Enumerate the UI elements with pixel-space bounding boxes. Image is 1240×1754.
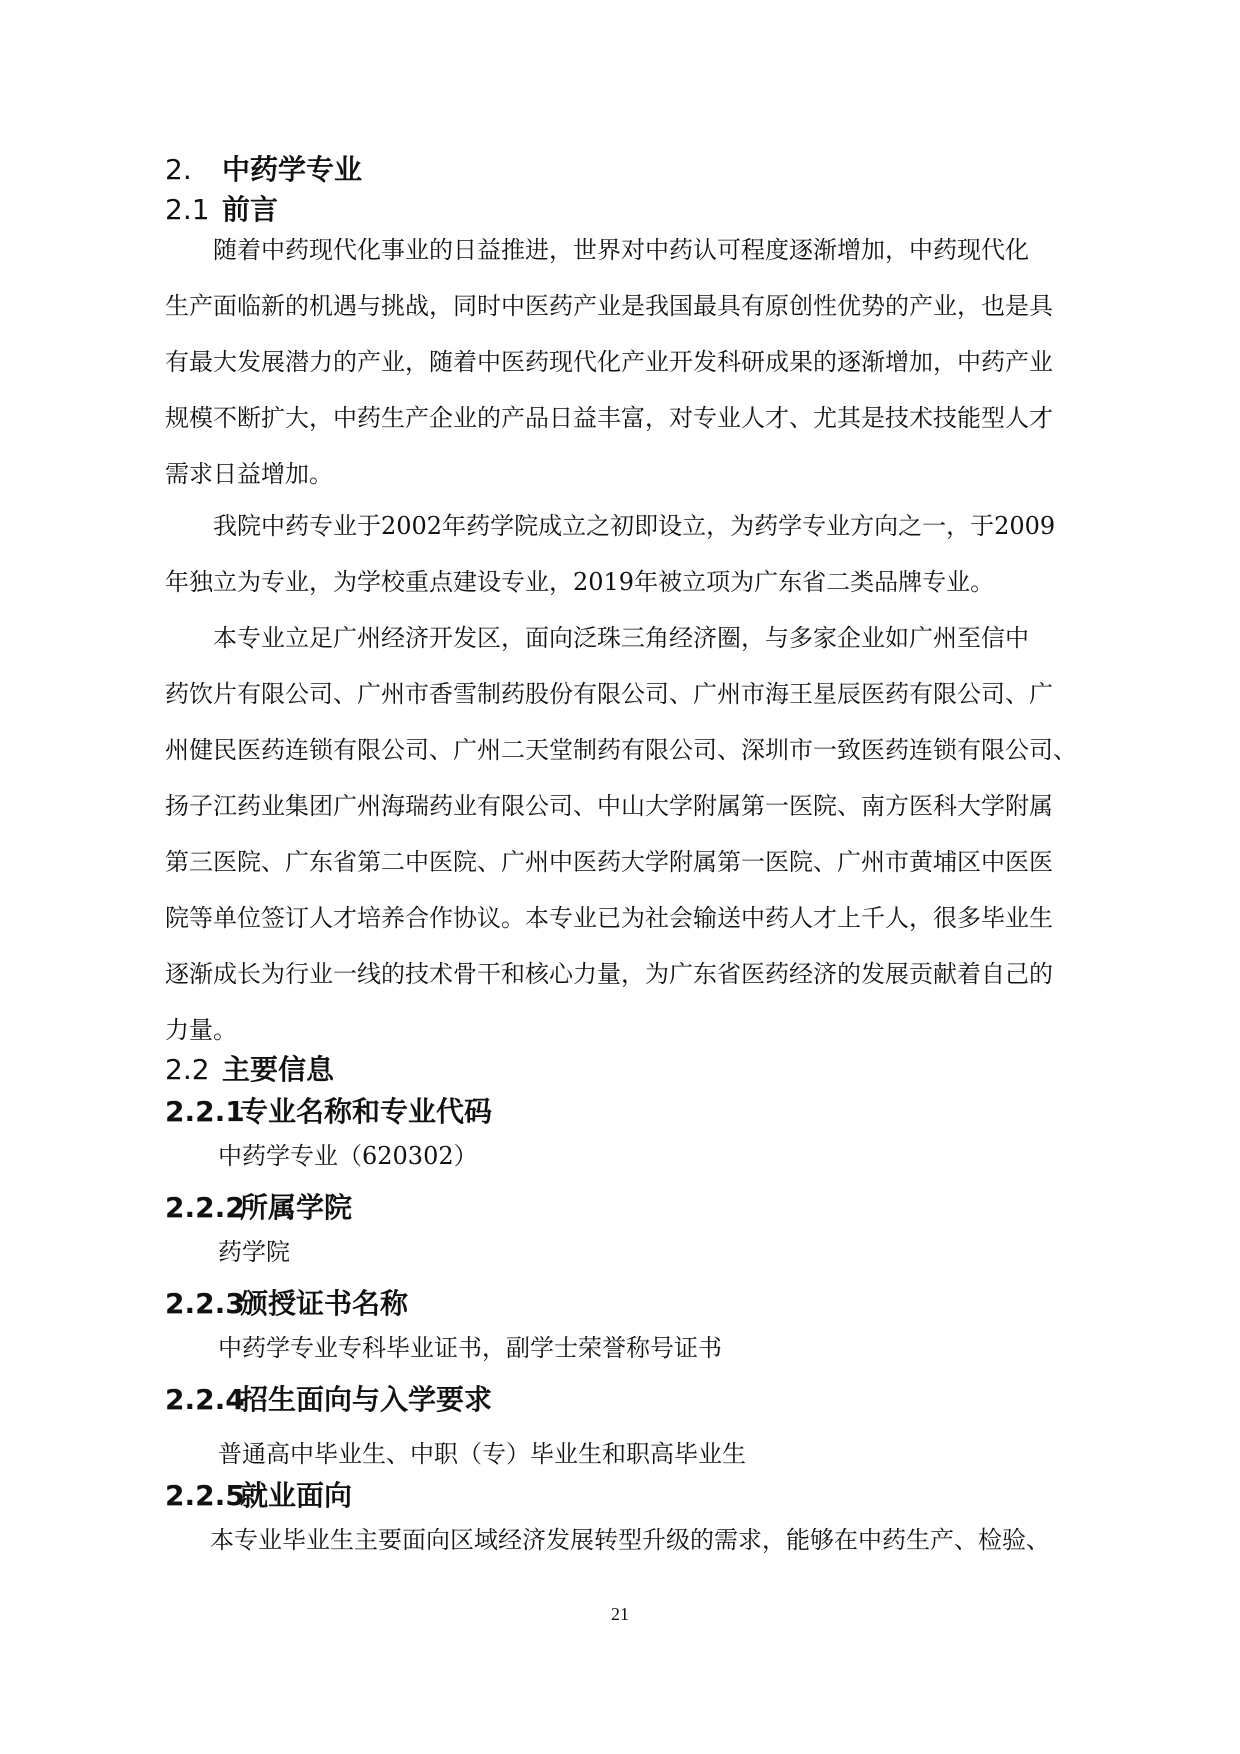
paragraph-line: 本专业立足广州经济开发区，面向泛珠三角经济圈，与多家企业如广州至信中 bbox=[165, 624, 1029, 652]
subsection-content: 本专业毕业生主要面向区域经济发展转型升级的需求，能够在中药生产、检验、 bbox=[210, 1526, 1050, 1554]
subsection-number: 2.2.2 bbox=[165, 1191, 245, 1224]
paragraph-line: 药饮片有限公司、广州市香雪制药股份有限公司、广州市海王星辰医药有限公司、广 bbox=[165, 680, 1053, 708]
subsection-title: 招生面向与入学要求 bbox=[240, 1383, 493, 1416]
paragraph-line: 需求日益增加。 bbox=[165, 460, 333, 488]
paragraph-line: 逐渐成长为行业一线的技术骨干和核心力量，为广东省医药经济的发展贡献着自己的 bbox=[165, 960, 1053, 988]
preface-number: 2.1 bbox=[165, 193, 210, 226]
main-info-title: 主要信息 bbox=[222, 1053, 335, 1086]
paragraph-line: 扬子江药业集团广州海瑞药业有限公司、中山大学附属第一医院、南方医科大学附属 bbox=[165, 792, 1053, 820]
subsection-heading bbox=[165, 1286, 408, 1322]
subsection-content: 药学院 bbox=[218, 1238, 290, 1266]
subsection-number: 2.2.3 bbox=[165, 1287, 245, 1320]
paragraph-line: 我院中药专业于2002年药学院成立之初即设立，为药学专业方向之一，于2009 bbox=[165, 512, 1056, 540]
preface-paragraph-3 bbox=[165, 620, 1083, 1068]
paragraph-line: 州健民医药连锁有限公司、广州二天堂制药有限公司、深圳市一致医药连锁有限公司、 bbox=[165, 736, 1077, 764]
paragraph-line: 年独立为专业，为学校重点建设专业，2019年被立项为广东省二类品牌专业。 bbox=[165, 568, 995, 596]
paragraph-line: 力量。 bbox=[165, 1016, 237, 1044]
paragraph-line: 有最大发展潜力的产业，随着中医药现代化产业开发科研成果的逐渐增加，中药产业 bbox=[165, 348, 1053, 376]
subsection-content: 中药学专业（620302） bbox=[218, 1142, 478, 1170]
subsection-content: 普通高中毕业生、中职（专）毕业生和职高毕业生 bbox=[218, 1440, 746, 1468]
subsection-number: 2.2.4 bbox=[165, 1383, 245, 1416]
subsection-heading bbox=[165, 1190, 352, 1226]
subsection-content: 中药学专业专科毕业证书，副学士荣誉称号证书 bbox=[218, 1334, 722, 1362]
subsection-number: 2.2.5 bbox=[165, 1479, 245, 1512]
preface-heading bbox=[165, 192, 278, 228]
section-title: 中药学专业 bbox=[222, 153, 363, 186]
section-number: 2. bbox=[165, 153, 192, 186]
paragraph-line: 规模不断扩大，中药生产企业的产品日益丰富，对专业人才、尤其是技术技能型人才 bbox=[165, 404, 1053, 432]
subsection-number: 2.2.1 bbox=[165, 1095, 245, 1128]
subsection-title: 颁授证书名称 bbox=[240, 1287, 409, 1320]
subsection-heading bbox=[165, 1382, 492, 1418]
preface-paragraph-2 bbox=[165, 508, 1083, 620]
paragraph-line: 第三医院、广东省第二中医院、广州中医药大学附属第一医院、广州市黄埔区中医医 bbox=[165, 848, 1053, 876]
subsection-title: 就业面向 bbox=[240, 1479, 353, 1512]
page-number: 21 bbox=[611, 1604, 629, 1624]
subsection-heading bbox=[165, 1478, 352, 1514]
section-heading bbox=[165, 152, 362, 188]
paragraph-line: 生产面临新的机遇与挑战，同时中医药产业是我国最具有原创性优势的产业，也是具 bbox=[165, 292, 1053, 320]
paragraph-line: 随着中药现代化事业的日益推进，世界对中药认可程度逐渐增加，中药现代化 bbox=[165, 236, 1029, 264]
subsection-title: 专业名称和专业代码 bbox=[240, 1095, 493, 1128]
preface-title: 前言 bbox=[222, 193, 279, 226]
main-info-heading bbox=[165, 1052, 334, 1088]
preface-paragraph-1 bbox=[165, 232, 1083, 512]
main-info-number: 2.2 bbox=[165, 1053, 210, 1086]
subsection-heading bbox=[165, 1094, 492, 1130]
paragraph-line: 院等单位签订人才培养合作协议。本专业已为社会输送中药人才上千人，很多毕业生 bbox=[165, 904, 1053, 932]
subsection-title: 所属学院 bbox=[240, 1191, 353, 1224]
